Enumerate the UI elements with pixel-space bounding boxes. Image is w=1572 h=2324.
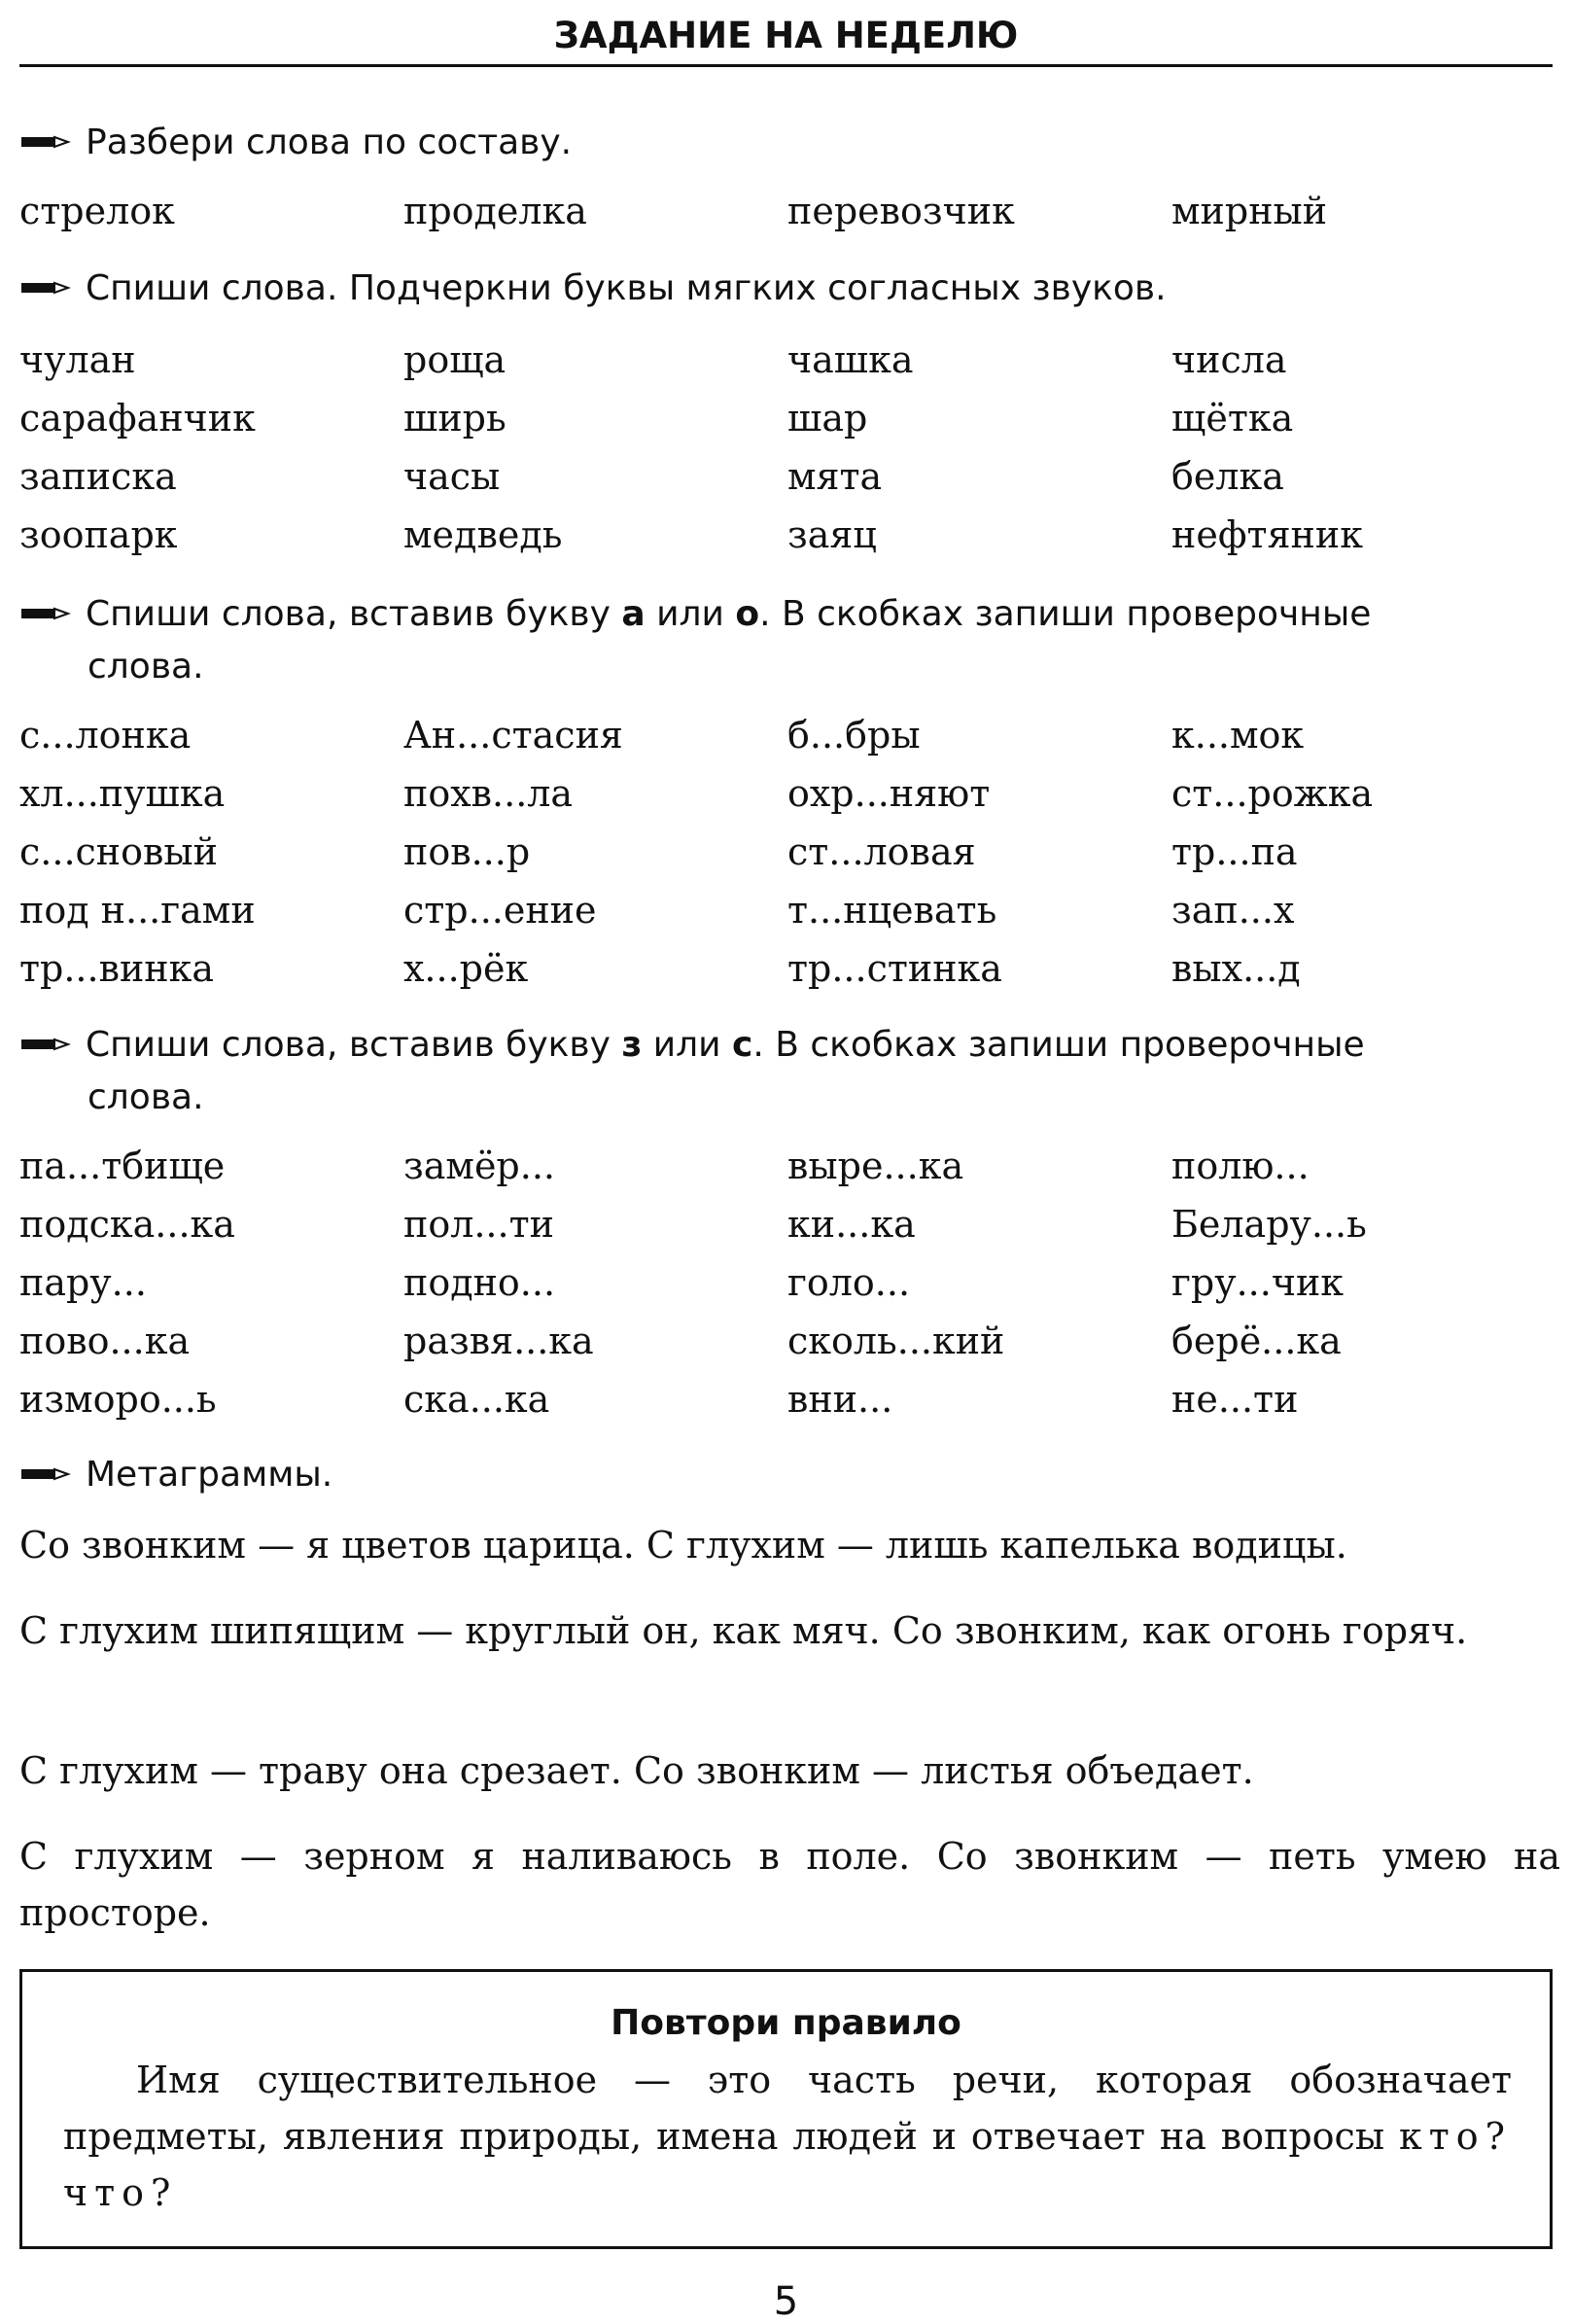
word: т...нцевать: [787, 889, 997, 932]
pencil-icon: [19, 1463, 72, 1485]
word: замёр...: [403, 1144, 555, 1187]
word: белка: [1171, 455, 1284, 498]
word: пово...ка: [19, 1320, 191, 1362]
word: похв...ла: [403, 772, 574, 815]
pencil-icon: [19, 131, 72, 153]
word: подска...ка: [19, 1203, 235, 1246]
page-title: ЗАДАНИЕ НА НЕДЕЛЮ: [553, 15, 1019, 56]
word: стр...ение: [403, 889, 597, 932]
word: зоопарк: [19, 513, 178, 556]
word: ска...ка: [403, 1378, 550, 1421]
word: пов...р: [403, 830, 531, 873]
word: ки...ка: [787, 1203, 916, 1246]
riddle-paragraph: С глухим шипящим — круглый он, как мяч. Со звонким, как огонь горяч.: [19, 1609, 1468, 1652]
word: ст...рожка: [1171, 772, 1374, 815]
word: сарафанчик: [19, 397, 256, 440]
word: Ан...стасия: [403, 714, 623, 757]
word: роща: [403, 338, 507, 381]
word: часы: [403, 455, 501, 498]
word: к...мок: [1171, 714, 1305, 757]
word: перевозчик: [787, 190, 1015, 232]
task-3-mid: или: [645, 594, 736, 634]
word: шар: [787, 397, 868, 440]
word: х...рёк: [403, 947, 529, 990]
word: голо...: [787, 1261, 911, 1304]
task-3-text-after: . В скобках запиши проверочные: [759, 594, 1372, 634]
word: записка: [19, 455, 177, 498]
task-3-instruction: [19, 588, 1371, 641]
riddle-paragraph: Со звонким — я цветов царица. С глухим — лишь капелька водицы.: [19, 1524, 1347, 1567]
word: гру...чик: [1171, 1261, 1345, 1304]
task-4-text: Спиши слова, вставив букву: [86, 1025, 622, 1065]
word: проделка: [403, 190, 587, 232]
word: па...тбище: [19, 1144, 226, 1187]
word: заяц: [787, 513, 877, 556]
word: зап...х: [1171, 889, 1295, 932]
letter-z: з: [621, 1025, 643, 1065]
word: выре...ка: [787, 1144, 964, 1187]
rule-title: Повтори правило: [611, 2003, 961, 2043]
task-2-text: Спиши слова. Подчеркни буквы мягких согласных звуков.: [86, 268, 1167, 308]
letter-s: с: [732, 1025, 753, 1065]
word: охр...няют: [787, 772, 991, 815]
word: чулан: [19, 338, 136, 381]
word: под н...гами: [19, 889, 256, 932]
task-4-continuation: слова.: [87, 1077, 204, 1117]
letter-a: а: [621, 594, 646, 634]
word: щётка: [1171, 397, 1294, 440]
riddle-paragraph: С глухим — траву она срезает. Со звонким — листья объедает.: [19, 1749, 1254, 1792]
word: чашка: [787, 338, 914, 381]
word: берё...ка: [1171, 1320, 1342, 1362]
pencil-icon: [19, 277, 72, 299]
word: хл...пушка: [19, 772, 226, 815]
word: с...лонка: [19, 714, 192, 757]
pencil-icon: [19, 1034, 72, 1055]
task-1-text: Разбери слова по составу.: [86, 123, 573, 162]
word: тр...стинка: [787, 947, 1002, 990]
word: не...ти: [1171, 1378, 1299, 1421]
word: тр...винка: [19, 947, 215, 990]
word: числа: [1171, 338, 1287, 381]
task-5-text: Метаграммы.: [86, 1455, 333, 1495]
word: полю...: [1171, 1144, 1310, 1187]
word: тр...па: [1171, 830, 1298, 873]
rule-text: [63, 2052, 1512, 2221]
riddle-paragraph: С глухим — зерном я наливаюсь в поле. Со звонким — петь умею на просторе.: [19, 1835, 1560, 1934]
word: пару...: [19, 1261, 147, 1304]
task-1-instruction: [19, 117, 572, 169]
word: б...бры: [787, 714, 921, 757]
word: с...сновый: [19, 830, 218, 873]
task-4-instruction: [19, 1019, 1365, 1072]
letter-o: о: [735, 594, 760, 634]
word: пол...ти: [403, 1203, 554, 1246]
question-what: что?: [63, 2171, 178, 2214]
word: вни...: [787, 1378, 893, 1421]
task-4-text-after: . В скобках запиши проверочные: [752, 1025, 1365, 1065]
rule-body: Имя существительное — это часть речи, которая обозначает предметы, явления природы, имена людей и отвечает на вопросы: [63, 2059, 1512, 2158]
task-3-continuation: слова.: [87, 647, 204, 687]
word: стрелок: [19, 190, 175, 232]
task-2-instruction: [19, 263, 1167, 315]
question-who: кто?: [1398, 2115, 1512, 2158]
word: ширь: [403, 397, 507, 440]
word: подно...: [403, 1261, 556, 1304]
word: ст...ловая: [787, 830, 976, 873]
task-5-instruction: [19, 1449, 332, 1501]
word: нефтяник: [1171, 513, 1363, 556]
pencil-icon: [19, 603, 72, 624]
word: мирный: [1171, 190, 1328, 232]
word: вых...д: [1171, 947, 1301, 990]
word: Белару...ь: [1171, 1203, 1367, 1246]
word: сколь...кий: [787, 1320, 1005, 1362]
word: изморо...ь: [19, 1378, 217, 1421]
page-number: 5: [773, 2279, 799, 2324]
word: медведь: [403, 513, 563, 556]
word: развя...ка: [403, 1320, 594, 1362]
task-3-text: Спиши слова, вставив букву: [86, 594, 622, 634]
title-underline: [19, 64, 1553, 67]
task-4-mid: или: [642, 1025, 732, 1065]
word: мята: [787, 455, 883, 498]
rule-box: [19, 1969, 1553, 2249]
